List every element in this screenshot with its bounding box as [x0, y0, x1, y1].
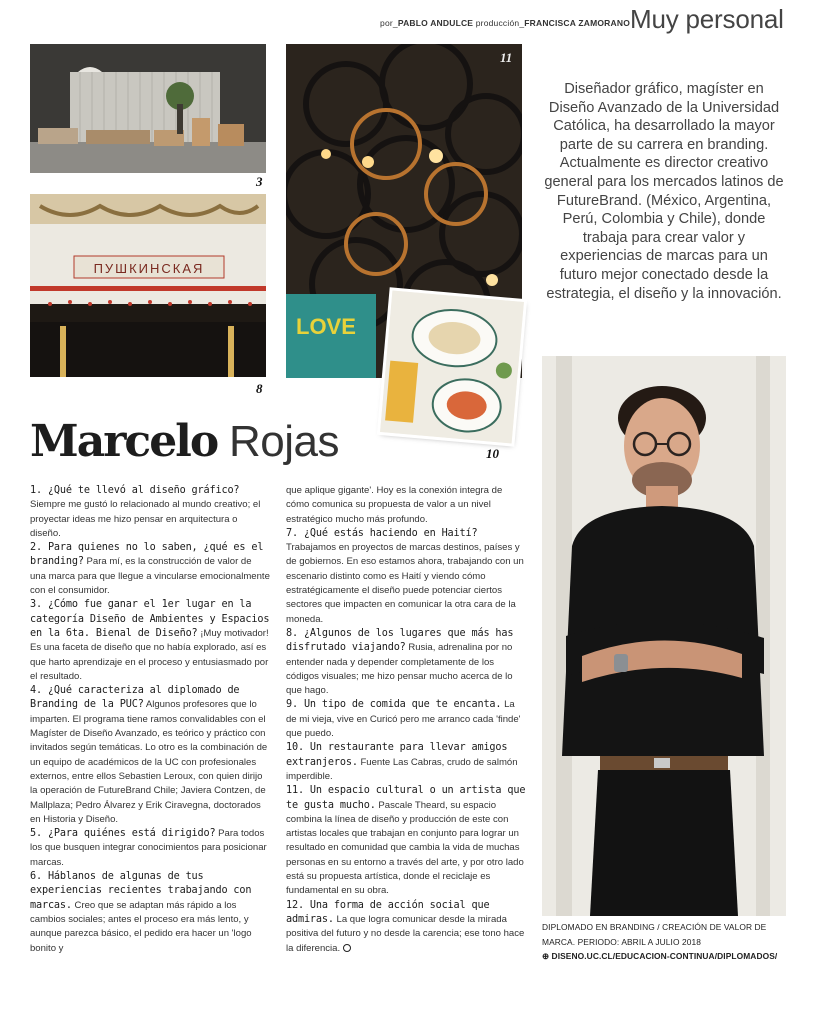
question-4: 4. ¿Qué caracteriza al diplomado de Branding de la PUC? — [30, 685, 240, 711]
question-6: 6. Háblanos de algunas de tus experiencias recientes trabajando con marcas. — [30, 871, 252, 911]
photo-number-3: 3 — [256, 174, 263, 189]
answer-5: Para todos los que busquen integrar conocimientos para posicionar marcas. — [30, 828, 267, 868]
credits-prefix-author: por_ — [380, 18, 398, 28]
photo-metro-station — [30, 194, 266, 377]
photo-number-8: 8 — [256, 381, 263, 396]
food-image — [380, 291, 524, 444]
qa-item-6 — [30, 870, 270, 956]
producer-name: FRANCISCA ZAMORANO — [524, 18, 630, 28]
qa-item-5 — [30, 827, 270, 870]
question-1: 1. ¿Qué te llevó al diseño gráfico? — [30, 485, 240, 496]
end-of-article-icon — [343, 944, 351, 952]
question-3: 3. ¿Cómo fue ganar el 1er lugar en la categoría Diseño de Ambientes y Espacios en la 6ta. Bienal de Diseño? — [30, 599, 270, 639]
qa-item-11 — [286, 784, 526, 898]
qa-item-1 — [30, 484, 270, 541]
caption-url-row — [542, 949, 792, 964]
first-name: Marcelo — [30, 416, 218, 467]
question-12: 12. Una forma de acción social que admiras. — [286, 899, 490, 925]
question-8: 8. ¿Algunos de los lugares que más has disfrutado viajando? — [286, 627, 514, 654]
metro-sign-text: ПУШКИНСКАЯ — [93, 261, 205, 276]
interview-column-2 — [286, 484, 526, 956]
qa-item-2 — [30, 541, 270, 598]
caption-url: DISENO.UC.CL/EDUCACION-CONTINUA/DIPLOMADOS/ — [551, 951, 778, 961]
installation-sign-text: LOVE — [296, 314, 356, 339]
answer-11: Pascale Theard, su espacio combina la línea de diseño y producción de este con artistas locales que trabajan en conjunto para lograr un resultado en comunidad que cambia la vida de muchas personas en su entorno a través del arte, y por otro lado está su propuesta artística, donde el reciclaje es fundamental en su obra. — [286, 799, 524, 897]
photo-number-11: 11 — [500, 50, 513, 65]
answer-1: Siempre me gustó lo relacionado al mundo creativo; el proyectar ideas me hizo pensar en arquitectura o diseño. — [30, 499, 261, 539]
qa-item-8 — [286, 627, 526, 698]
qa-item-10 — [286, 741, 526, 784]
question-2: 2. Para quienes no lo saben, ¿qué es el branding? — [30, 542, 264, 568]
globe-icon: ⊕ — [542, 951, 552, 961]
metro-station-image — [30, 194, 266, 377]
answer-2: Para mí, es la construcción de valor de una marca para que llegue a vincularse emocionalmente con el consumidor. — [30, 556, 270, 597]
intro-text: Diseñador gráfico, magíster en Diseño Avanzado de la Universidad Católica, ha desarrollado la mayor parte de su carrera en branding. Actualmente es director creativo general para los mercados latinos de FutureBrand. (México, Argentina, Perú, Colombia y Chile), donde trabaja para crear valor y experiencias de marcas para un futuro mejor conectado desde la estrategia, el diseño y la innovación. — [544, 81, 784, 302]
qa-item-9 — [286, 698, 526, 741]
caption-line-2: MARCA. PERIODO: ABRIL A JULIO 2018 — [542, 936, 702, 947]
photo-number-10: 10 — [486, 446, 499, 461]
qa-item-3 — [30, 598, 270, 684]
interview-column-1 — [30, 484, 270, 956]
section-title: Muy personal — [630, 4, 784, 34]
qa-item-4 — [30, 684, 270, 827]
question-7: 7. ¿Qué estás haciendo en Haití? — [286, 527, 478, 539]
portrait-image — [542, 356, 786, 916]
photo-food — [380, 291, 524, 444]
caption-line-1: DIPLOMADO EN BRANDING / CREACIÓN DE VALOR DE — [542, 922, 767, 932]
photo-furniture-exhibit — [30, 44, 266, 173]
answer-6: Creo que se adaptan más rápido a los cambios sociales; antes el proceso era más lento, y aunque parezca básico, el pedido era hacer un 'logo bonito y — [30, 899, 252, 954]
furniture-exhibit-image — [30, 44, 266, 173]
qa-item-6-continued — [286, 484, 526, 527]
question-10: 10. Un restaurante para llevar amigos extranjeros. — [286, 742, 508, 768]
answer-6-continued: que aplique gigante'. Hoy es la conexión integra de cómo comunica su propuesta de valor a un nivel estratégico mucho más profundo. — [286, 485, 503, 525]
credits-line — [340, 14, 630, 32]
credits-prefix-producer: producción_ — [473, 18, 525, 28]
answer-10: Fuente Las Cabras, crudo de salmón imperdible. — [286, 756, 518, 782]
qa-item-12 — [286, 899, 526, 956]
answer-4: Algunos profesores que lo imparten. El programa tiene ramos convalidables con el Magíster de Diseño Avanzado, es teórico y práctico con invitados según temáticas. Lo otro es la combinación de un equipo de académicos de la UC con profesionales externos, entre ellos Sebastien Leroux, con quien dirijo la operación de FutureBrand Chile; Javiera Contzen, de Mallplaza; Pedro Álvarez y Erik Ciravegna, doctorados en Historia y Diseño. — [30, 699, 268, 825]
portrait-photo — [542, 356, 786, 916]
question-5: 5. ¿Para quiénes está dirigido? — [30, 828, 216, 840]
question-11: 11. Un espacio cultural o un artista que te gusta mucho. — [286, 785, 526, 811]
author-name: PABLO ANDULCE — [397, 18, 474, 28]
question-9: 9. Un tipo de comida que te encanta. — [286, 699, 502, 711]
answer-9: La de mi vieja, vive en Curicó pero me arranco cada 'finde' que puedo. — [286, 699, 521, 740]
answer-12: La que logra comunicar desde la mirada positiva del futuro y no desde la carencia; ese tono hace la diferencia. — [286, 913, 525, 954]
answer-7: Trabajamos en proyectos de marcas destinos, países y de gobiernos. En eso estamos ahora, trabajando con un escenario distinto como es Haití y viendo cómo estratégicamente el diseño puede potenciar ciertos sectores que impacten en comunicar la otra cara de la moneda. — [286, 542, 524, 625]
diploma-caption — [542, 920, 792, 964]
last-name: Rojas — [228, 417, 339, 466]
answer-3: ¡Muy motivador! Es una faceta de diseño que no había explorado, así es que harto aprendizaje en el proceso y entusiasmado por el resultado. — [30, 627, 269, 682]
answer-8: Rusia, adrenalina por no entender nada y depender completamente de los códigos visuales; me hizo pensar mucho acerca de lo que hago. — [286, 642, 513, 697]
profile-name — [30, 414, 370, 470]
qa-item-7 — [286, 527, 526, 627]
